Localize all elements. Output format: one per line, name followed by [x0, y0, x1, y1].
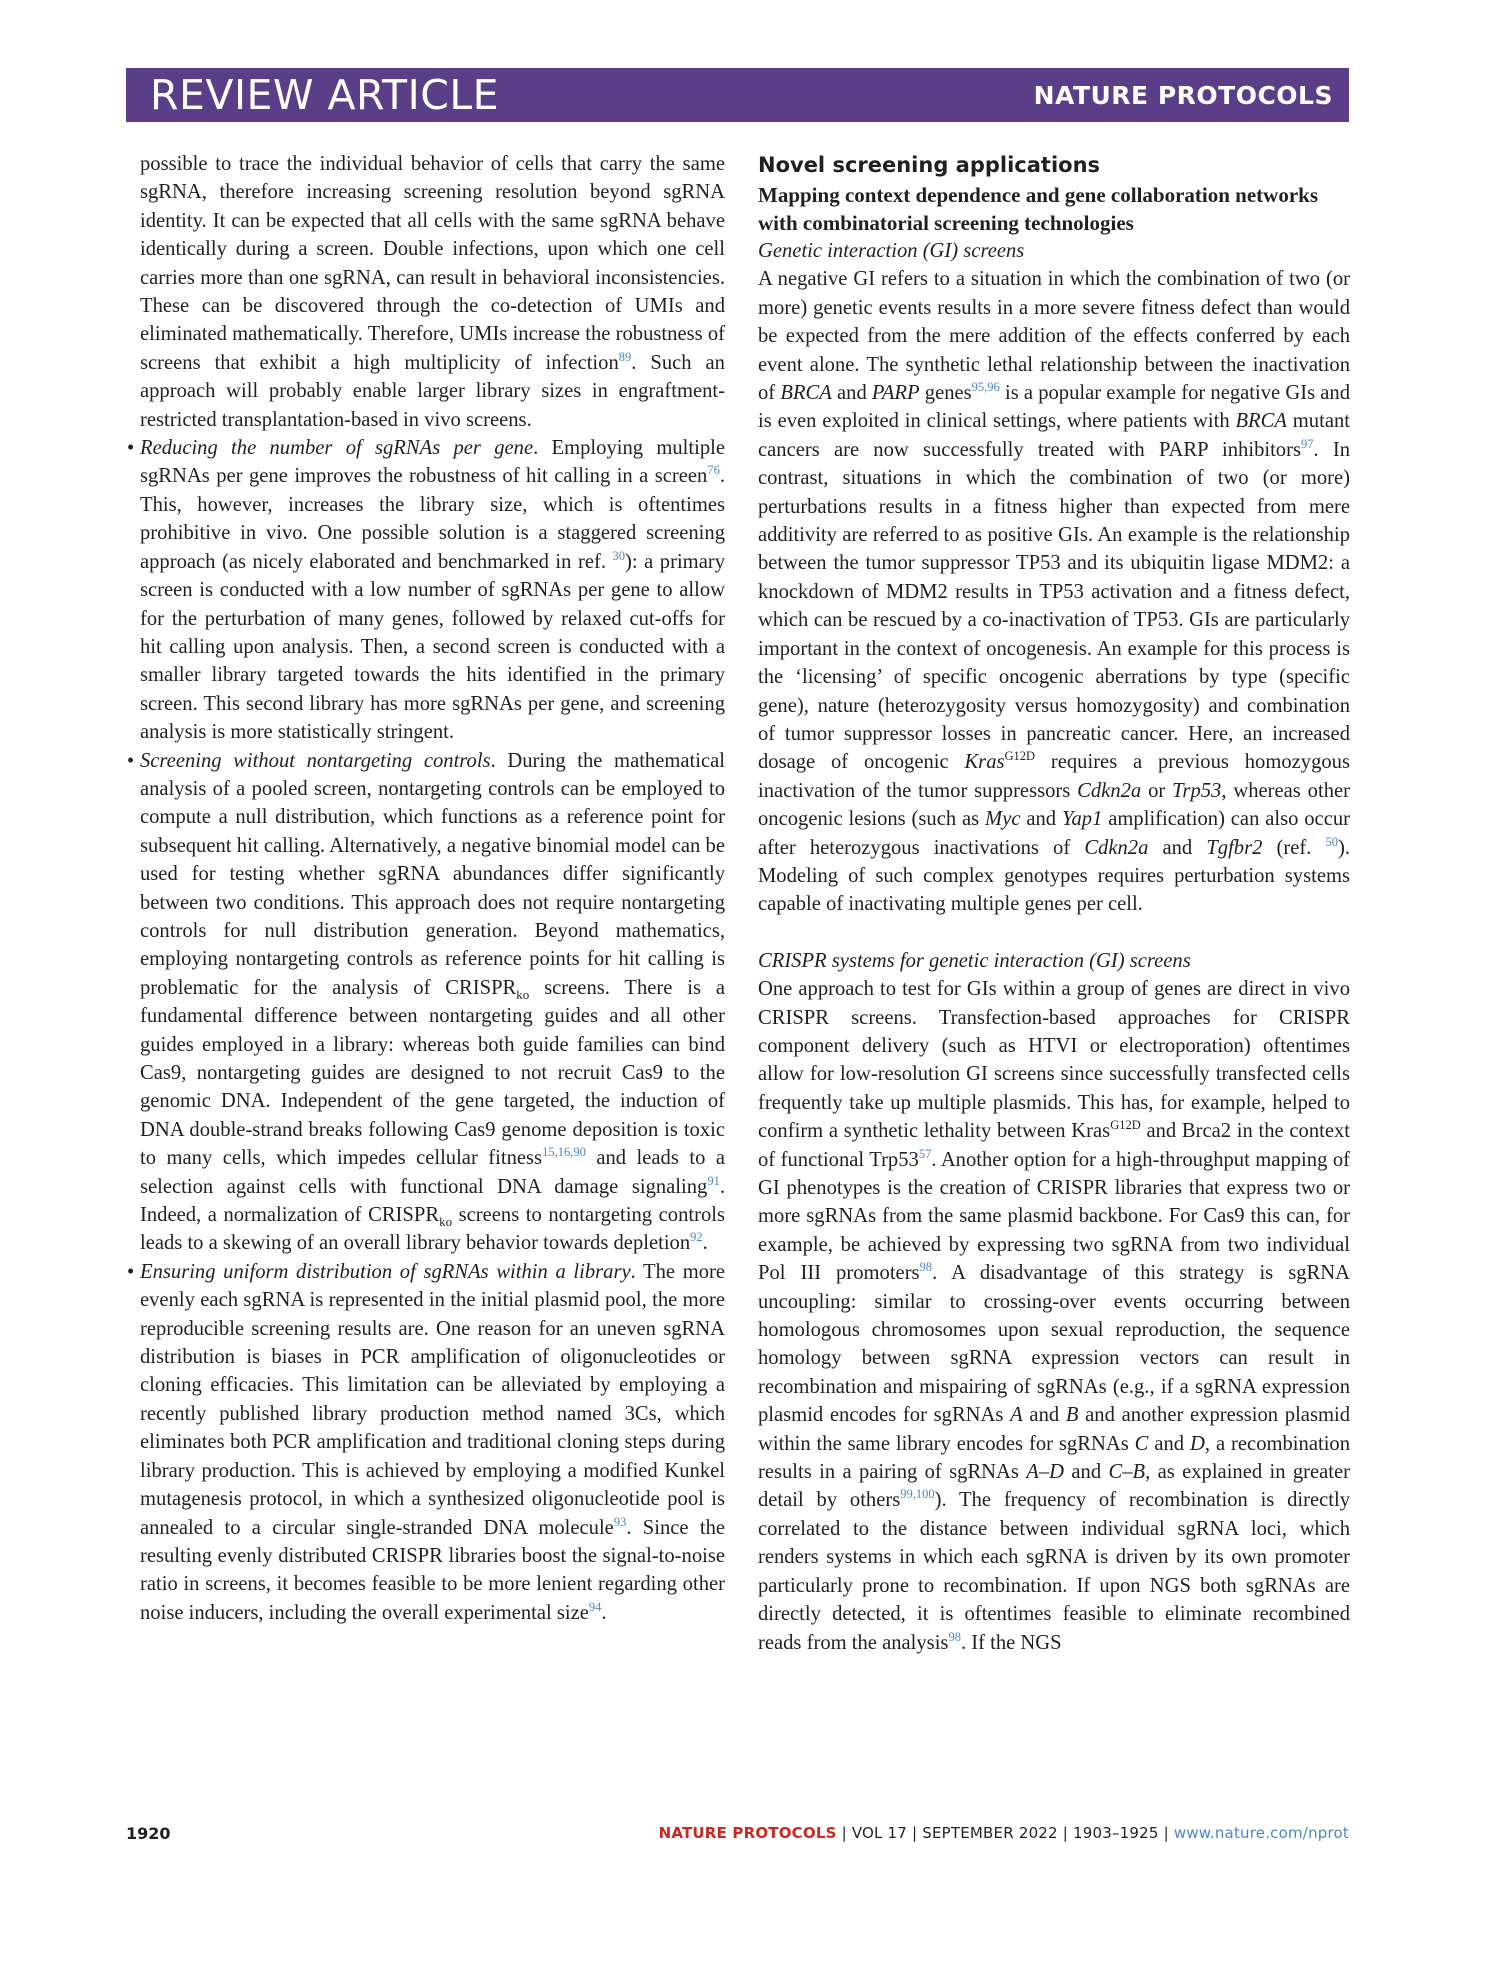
- header-banner: [126, 68, 1349, 122]
- bullet-icon: •: [127, 749, 135, 772]
- bullet-title: Ensuring uniform distribution of sgRNAs within a library: [140, 1260, 631, 1283]
- article-type-label: REVIEW ARTICLE: [150, 71, 500, 119]
- list-item: • Screening without nontargeting controls. During the mathematical analysis of a pooled screen, nontargeting controls can be employed to compute a null distribution, which functions as a reference point for subsequent hit calling. Alternatively, a negative binomial model can be used for testing whether sgRNA abundances differ significantly between two conditions. This approach does not require nontargeting controls for null distribution generation. Beyond mathematics, employing nontargeting controls as reference points for hit calling is problematic for the analysis of $CRISPR_{ko}$ screens. There is a fundamental difference between nontargeting guides and all other guides employed in a library: whereas both guide families can bind Cas9, nontargeting guides are designed to not recruit Cas9 to the genomic DNA. Independent of the gene targeted, the induction of DNA double-strand breaks following Cas9 genome deposition is toxic to many cells, which impedes cellular fitness$^{15,16,90}$ and leads to a selection against cells with functional DNA damage signaling$^{91}$. Indeed, a normalization of $CRISPR_{ko}$ screens to nontargeting controls leads to a skewing of an overall library behavior towards depletion$^{92}$.: [140, 747, 725, 1258]
- gi-heading: Genetic interaction (GI) screens: [758, 240, 1025, 262]
- right-column: [758, 150, 1350, 1657]
- reference-link[interactable]: 94: [588, 1599, 602, 1614]
- reference-link[interactable]: 98: [948, 1629, 961, 1644]
- bullet-title: Screening without nontargeting controls: [140, 749, 491, 772]
- reference-link[interactable]: 76: [707, 463, 720, 478]
- reference-link[interactable]: 91: [707, 1173, 720, 1188]
- reference-link[interactable]: 93: [613, 1514, 627, 1529]
- spacer: [758, 919, 1350, 947]
- journal-name-label: NATURE PROTOCOLS: [1033, 80, 1333, 110]
- reference-link[interactable]: 97: [1300, 436, 1314, 451]
- footer-date: SEPTEMBER 2022: [922, 1824, 1058, 1842]
- footer-pages: 1903–1925: [1073, 1824, 1159, 1842]
- reference-link[interactable]: 30: [612, 548, 626, 563]
- reference-link[interactable]: 99,100: [900, 1487, 935, 1502]
- left-column: [127, 150, 726, 1627]
- reference-link[interactable]: 15,16,90: [542, 1145, 586, 1160]
- footer-volume: VOL 17: [851, 1824, 908, 1842]
- reference-link[interactable]: 98: [919, 1260, 933, 1275]
- reference-link[interactable]: 92: [690, 1230, 703, 1245]
- list-item: • Reducing the number of sgRNAs per gene. Employing multiple sgRNAs per gene improves the robustness of hit calling in a screen$^{76}$. This, however, increases the library size, which is oftentimes prohibitive in vivo. One possible solution is a staggered screening approach (as nicely elaborated and benchmarked in ref. $^{30}$): a primary screen is conducted with a low number of sgRNAs per gene to allow for the perturbation of many genes, followed by relaxed cut-offs for hit calling upon analysis. Then, a second screen is conducted with a smaller library targeted towards the hits identified in the primary screen. This second library has more sgRNAs per gene, and screening analysis is more statistically stringent.: [140, 434, 725, 746]
- reference-link[interactable]: 95,96: [971, 380, 1000, 395]
- bullet-title: Reducing the number of sgRNAs per gene: [140, 437, 534, 460]
- crispr-paragraph: One approach to test for GIs within a group of genes are direct in vivo CRISPR screens. Transfection-based approaches for CRISPR component delivery (such as HTVI or electroporation) oftentimes allow for low-resolution GI screens since successfully transfected cells frequently take up multiple plasmids. This has, for example, helped to confirm a synthetic lethality between Kras$^{G12D}$ and Brca2 in the context of functional $Trp53^{57}$. Another option for a high-throughput mapping of GI phenotypes is the creation of CRISPR libraries that express two or more sgRNAs from the same plasmid backbone. For Cas9 this can, for example, be achieved by expressing two sgRNA from two individual Pol III promoters$^{98}$. A disadvantage of this strategy is sgRNA uncoupling: similar to crossing-over events occurring between homologous chromosomes upon sexual reproduction, the sequence homology between sgRNA expression vectors can result in recombination and mispairing of sgRNAs (e.g., if a sgRNA expression plasmid encodes for sgRNAs A and B and another expression plasmid within the same library encodes for sgRNAs C and D, a recombination results in a pairing of sgRNAs A–D and C–B, as explained in greater detail by others$^{99,100}$). The frequency of recombination is directly correlated to the distance between individual sgRNA loci, which renders systems in which each sgRNA is driven by its own promoter particularly prone to recombination. If upon NGS both sgRNAs are directly detected, it is oftentimes feasible to eliminate recombined reads from the analysis$^{98}$. If the NGS: [758, 978, 1351, 1654]
- reference-link[interactable]: 89: [618, 349, 632, 364]
- gi-paragraph: A negative GI refers to a situation in which the combination of two (or more) genetic events results in a more severe fitness defect than would be expected from the mere addition of the effects conferred by each event alone. The synthetic lethal relationship between the inactivation of BRCA and PARP genes$^{95,96}$ is a popular example for negative GIs and is even exploited in clinical settings, where patients with BRCA mutant cancers are now successfully treated with PARP inhibitors$^{97}$. In contrast, situations in which the combination of two (or more) perturbations results in a fitness higher than expected from mere additivity are referred to as positive GIs. An example is the relationship between the tumor suppressor TP53 and its ubiquitin ligase MDM2: a knockdown of MDM2 results in TP53 activation and a fitness defect, which can be rescued by a co-inactivation of TP53. GIs are particularly important in the context of oncogenesis. An example for this process is the ‘licensing’ of specific oncogenic aberrations by type (specific gene), nature (heterozygosity versus homozygosity) and combination of tumor suppressor losses in pancreatic cancer. Here, an increased dosage of oncogenic Kras$^{G12D}$ requires a previous homozygous inactivation of the tumor suppressors Cdkn2a or Trp53, whereas other oncogenic lesions (such as Myc and Yap1 amplification) can also occur after heterozygous inactivations of Cdkn2a and Tgfbr2 (ref. $^{50}$). Modeling of such complex genotypes requires perturbation systems capable of inactivating multiple genes per cell.: [758, 268, 1351, 916]
- bullet-icon: •: [127, 1260, 135, 1283]
- footer-citation: NATURE PROTOCOLS | VOL 17 | SEPTEMBER 2022 | 1903–1925 | www.nature.com/nprot: [658, 1824, 1349, 1842]
- section-title: Novel screening applications: [758, 153, 1101, 177]
- footer-journal: NATURE PROTOCOLS: [658, 1824, 837, 1842]
- bullet-icon: •: [127, 437, 135, 460]
- page-number: 1920: [126, 1824, 171, 1843]
- footer-url-link[interactable]: www.nature.com/nprot: [1173, 1824, 1349, 1842]
- crispr-heading: CRISPR systems for genetic interaction (GI) screens: [758, 949, 1191, 972]
- reference-link[interactable]: 50: [1325, 834, 1338, 849]
- subsection-title: Mapping context dependence and gene collaboration networks with combinatorial screening technologies: [758, 183, 1319, 235]
- intro-paragraph: possible to trace the individual behavior of cells that carry the same sgRNA, therefore increasing screening resolution beyond sgRNA identity. It can be expected that all cells with the same sgRNA behave identically during a screen. Double infections, upon which one cell carries more than one sgRNA, can result in behavioral inconsistencies. These can be discovered through the co-detection of UMIs and eliminated mathematically. Therefore, UMIs increase the robustness of screens that exhibit a high multiplicity of infection$^{89}$. Such an approach will probably enable larger library sizes in engraftment-restricted transplantation-based in vivo screens.: [140, 153, 725, 431]
- list-item: • Ensuring uniform distribution of sgRNAs within a library. The more evenly each sgRNA is represented in the initial plasmid pool, the more reproducible screening results are. One reason for an uneven sgRNA distribution is biases in PCR amplification of oligonucleotides or cloning efficacies. This limitation can be alleviated by employing a recently published library production method named 3Cs, which eliminates both PCR amplification and traditional cloning steps during library production. This is achieved by employing a modified Kunkel mutagenesis protocol, in which a synthesized oligonucleotide pool is annealed to a circular single-stranded DNA molecule$^{93}$. Since the resulting evenly distributed CRISPR libraries boost the signal-to-noise ratio in screens, it becomes feasible to be more lenient regarding other noise inducers, including the overall experimental size$^{94}$.: [140, 1258, 725, 1627]
- reference-link[interactable]: 57: [918, 1146, 932, 1161]
- bullet-list: [127, 434, 726, 1627]
